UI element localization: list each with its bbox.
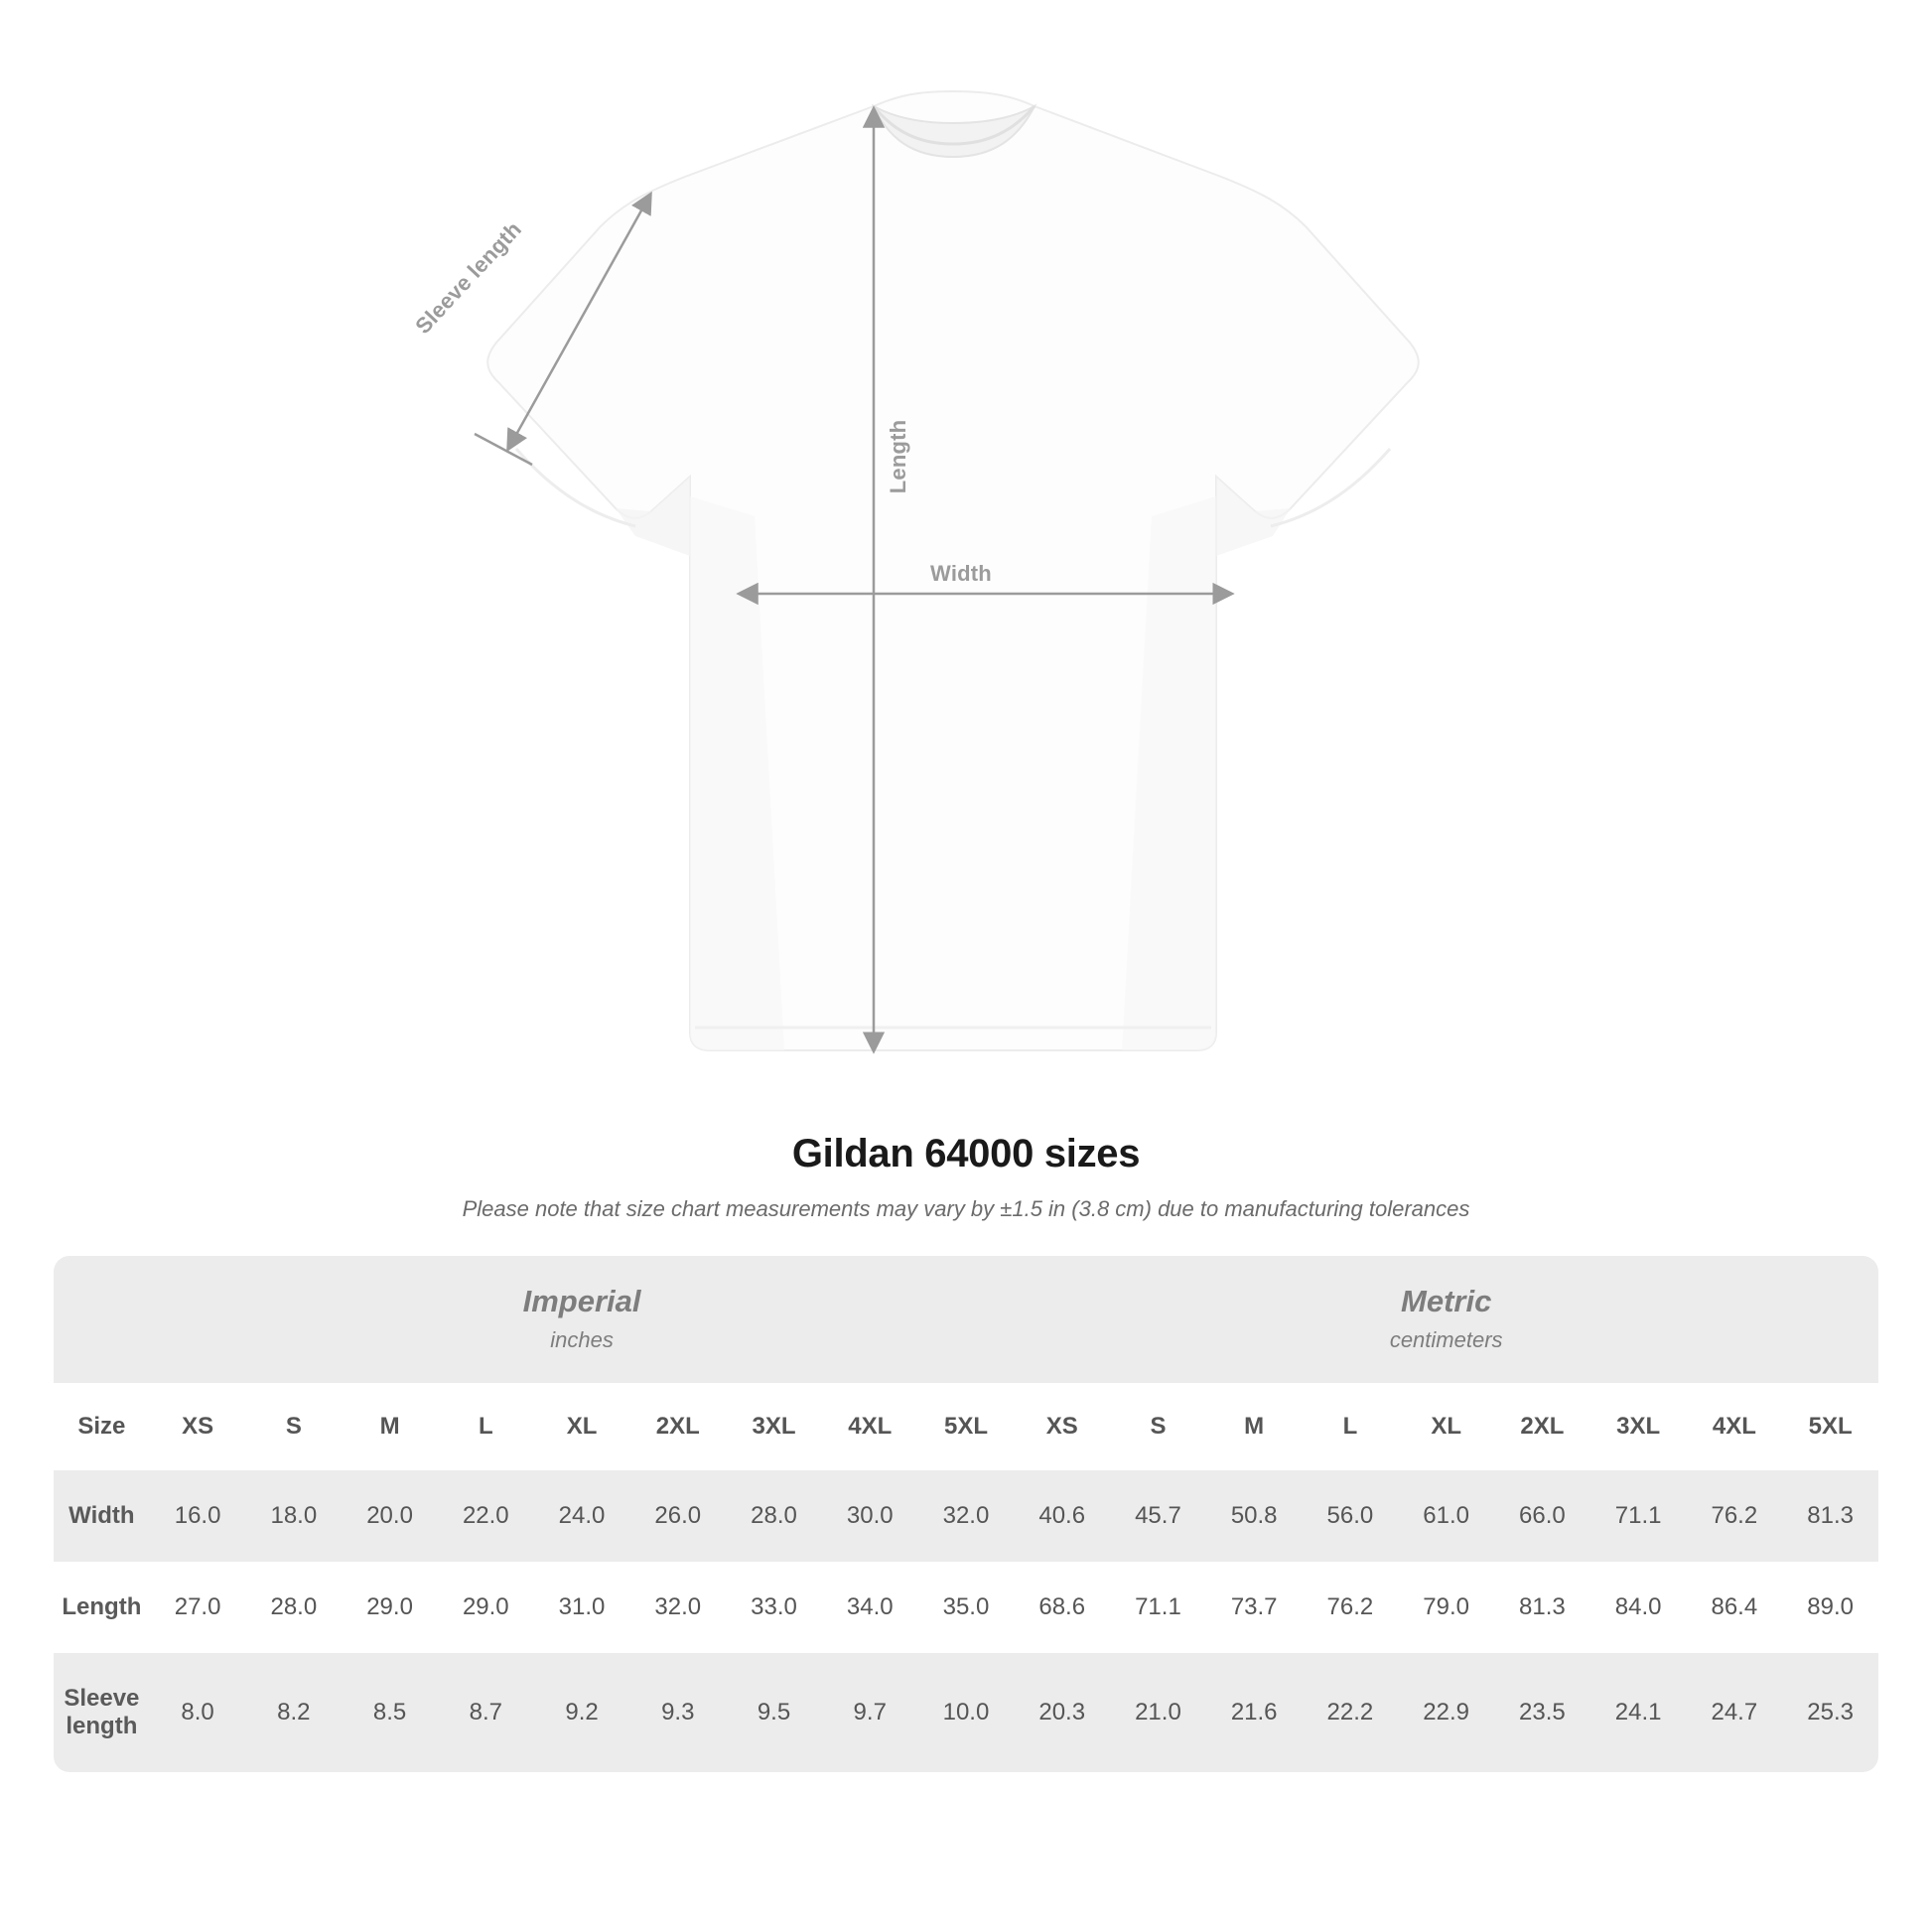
size-header-cell: S <box>1110 1383 1206 1470</box>
measurement-cell: 35.0 <box>918 1562 1015 1653</box>
measurement-cell: 73.7 <box>1206 1562 1303 1653</box>
size-header-cell: XL <box>1398 1383 1494 1470</box>
measurement-cell: 71.1 <box>1110 1562 1206 1653</box>
measurement-cell: 24.7 <box>1686 1653 1782 1772</box>
measurement-cell: 22.2 <box>1303 1653 1399 1772</box>
row-label-length: Length <box>54 1562 150 1653</box>
measurement-cell: 29.0 <box>438 1562 534 1653</box>
table-row <box>54 1562 1878 1653</box>
measurement-cell: 68.6 <box>1014 1562 1110 1653</box>
size-table <box>54 1256 1878 1772</box>
measurement-cell: 27.0 <box>150 1562 246 1653</box>
unit-group-metric <box>1014 1256 1878 1383</box>
length-label: Length <box>886 419 910 494</box>
size-header-cell: 2XL <box>629 1383 726 1470</box>
size-header-cell: M <box>342 1383 438 1470</box>
tolerance-note: Please note that size chart measurements may vary by ±1.5 in (3.8 cm) due to manufacturing tolerances <box>462 1196 1470 1221</box>
measurement-cell: 9.3 <box>629 1653 726 1772</box>
measurement-cell: 56.0 <box>1303 1470 1399 1562</box>
measurement-cell: 84.0 <box>1590 1562 1687 1653</box>
measurement-cell: 76.2 <box>1686 1470 1782 1562</box>
measurement-cell: 8.5 <box>342 1653 438 1772</box>
size-header-cell: 5XL <box>918 1383 1015 1470</box>
measurement-cell: 20.0 <box>342 1470 438 1562</box>
measurement-cell: 50.8 <box>1206 1470 1303 1562</box>
measurement-cell: 45.7 <box>1110 1470 1206 1562</box>
measurement-cell: 79.0 <box>1398 1562 1494 1653</box>
measurement-cell: 22.9 <box>1398 1653 1494 1772</box>
measurement-cell: 71.1 <box>1590 1470 1687 1562</box>
measurement-cell: 40.6 <box>1014 1470 1110 1562</box>
size-table-wrapper <box>54 1256 1878 1772</box>
measurement-cell: 33.0 <box>726 1562 822 1653</box>
size-header-cell: 3XL <box>726 1383 822 1470</box>
measurement-cell: 61.0 <box>1398 1470 1494 1562</box>
measurement-cell: 8.0 <box>150 1653 246 1772</box>
measurement-cell: 9.5 <box>726 1653 822 1772</box>
size-header-cell: 4XL <box>822 1383 918 1470</box>
size-header-cell: L <box>438 1383 534 1470</box>
size-header-cell: M <box>1206 1383 1303 1470</box>
measurement-cell: 31.0 <box>534 1562 630 1653</box>
measurement-cell: 9.7 <box>822 1653 918 1772</box>
measurement-cell: 24.1 <box>1590 1653 1687 1772</box>
unit-group-imperial-name: Imperial <box>522 1284 641 1318</box>
measurement-cell: 8.7 <box>438 1653 534 1772</box>
size-header-cell: 3XL <box>1590 1383 1687 1470</box>
size-header-cell: XS <box>1014 1383 1110 1470</box>
measurement-cell: 23.5 <box>1494 1653 1590 1772</box>
table-row <box>54 1470 1878 1562</box>
unit-group-metric-name: Metric <box>1401 1284 1492 1318</box>
measurement-cell: 26.0 <box>629 1470 726 1562</box>
size-header-cell: S <box>245 1383 342 1470</box>
width-label: Width <box>930 561 992 586</box>
size-header-row <box>54 1383 1878 1470</box>
row-label-sleeve-length: Sleeve length <box>54 1653 150 1772</box>
measurement-cell: 81.3 <box>1494 1562 1590 1653</box>
title-block <box>0 1132 1932 1222</box>
unit-group-imperial <box>150 1256 1015 1383</box>
unit-header-spacer <box>54 1256 150 1383</box>
measurement-cell: 34.0 <box>822 1562 918 1653</box>
size-header-cell: 5XL <box>1782 1383 1878 1470</box>
measurement-cell: 66.0 <box>1494 1470 1590 1562</box>
size-header-cell: XS <box>150 1383 246 1470</box>
measurement-cell: 89.0 <box>1782 1562 1878 1653</box>
measurement-cell: 8.2 <box>245 1653 342 1772</box>
size-header-cell: L <box>1303 1383 1399 1470</box>
measurement-cell: 32.0 <box>629 1562 726 1653</box>
measurement-cell: 30.0 <box>822 1470 918 1562</box>
measurement-cell: 86.4 <box>1686 1562 1782 1653</box>
measurement-cell: 29.0 <box>342 1562 438 1653</box>
measurement-cell: 16.0 <box>150 1470 246 1562</box>
measurement-cell: 20.3 <box>1014 1653 1110 1772</box>
row-label-width: Width <box>54 1470 150 1562</box>
measurement-cell: 10.0 <box>918 1653 1015 1772</box>
measurement-cell: 21.6 <box>1206 1653 1303 1772</box>
sleeve-length-label: Sleeve length <box>410 216 527 340</box>
size-header-cell: 2XL <box>1494 1383 1590 1470</box>
measurement-cell: 28.0 <box>726 1470 822 1562</box>
measurement-cell: 25.3 <box>1782 1653 1878 1772</box>
unit-group-metric-sub: centimeters <box>1389 1327 1503 1352</box>
measurement-cell: 9.2 <box>534 1653 630 1772</box>
measurement-cell: 21.0 <box>1110 1653 1206 1772</box>
table-row <box>54 1653 1878 1772</box>
measurement-cell: 81.3 <box>1782 1470 1878 1562</box>
measurement-cell: 28.0 <box>245 1562 342 1653</box>
measurement-cell: 32.0 <box>918 1470 1015 1562</box>
size-header-cell: XL <box>534 1383 630 1470</box>
measurement-cell: 24.0 <box>534 1470 630 1562</box>
measurement-cell: 18.0 <box>245 1470 342 1562</box>
unit-header-row <box>54 1256 1878 1383</box>
size-header-cell: 4XL <box>1686 1383 1782 1470</box>
unit-group-imperial-sub: inches <box>550 1327 614 1352</box>
size-row-label: Size <box>54 1383 150 1470</box>
measurement-cell: 76.2 <box>1303 1562 1399 1653</box>
measurement-cell: 22.0 <box>438 1470 534 1562</box>
page-title: Gildan 64000 sizes <box>791 1132 1141 1175</box>
